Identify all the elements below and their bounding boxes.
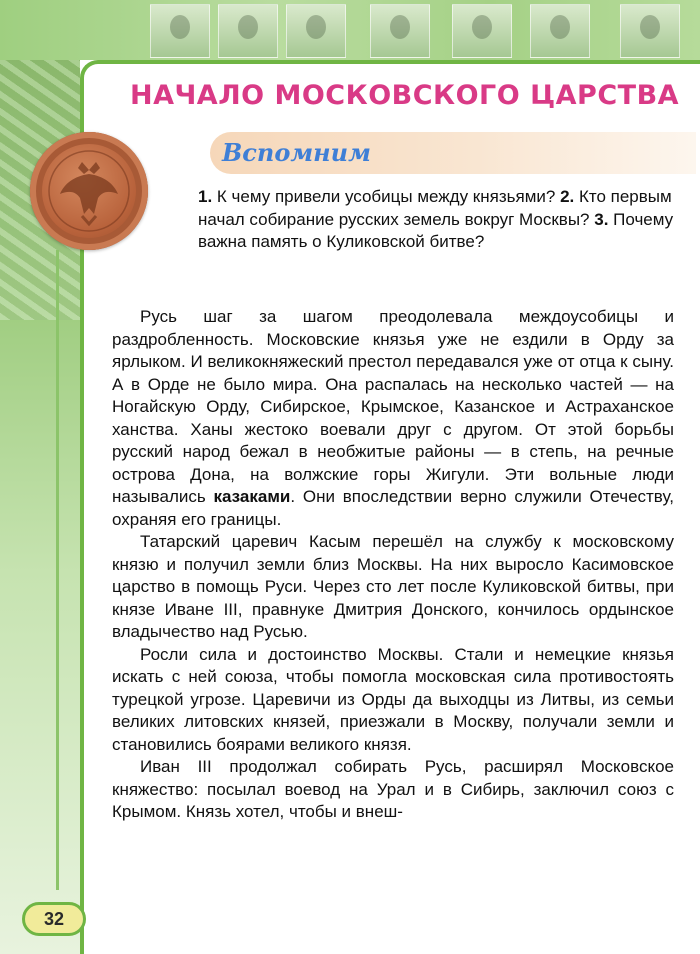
banner-portrait (286, 4, 346, 58)
paragraph: Иван III продолжал собирать Русь, расширял Московское княжество: посылал воевод на Урал и в Сибирь, заключил союз с Крымом. Князь хотел, чтобы и внеш- (112, 757, 674, 821)
paragraph: Росли сила и достоинство Москвы. Стали и немецкие князья искать с ней союза, чтобы помогла московская сила противостоять турецкой угрозе. Царевичи из Орды да выходцы из Литвы, из семьи великих литовских князей, приезжали в Москву, получали земли и становились боярами великого князя. (112, 644, 674, 754)
banner-portrait (452, 4, 512, 58)
top-portrait-banner (0, 0, 700, 60)
question-number: 3. (594, 209, 609, 229)
recall-banner (210, 132, 696, 174)
main-text (112, 306, 674, 824)
question-number: 2. (560, 187, 575, 206)
margin-guide-line (56, 250, 59, 890)
question-text: Почему важна память о Куликовской битве? (198, 209, 674, 251)
paragraph-text: Русь шаг за шагом преодолевала междоусобицы и раздробленность. Московские князья уже не ездили в Орду за ярлыком. И великокняжеский престол передавался уже от отца к сыну. А в Орде не было мира. Она распалась на несколько частей — на Ногайскую Орду, Сибирское, Крымское, Казанское и Астраханское ханства. Ханы жестоко воевали друг с другом. От этой борьбы русский народ бежал в необжитые районы — в степь, на речные острова Дона, на волжские горы Жигули. Эти вольные люди назывались (112, 307, 674, 506)
paragraph-text: . Они впоследствии верно служили Отечеству, охраняя его границы. (112, 487, 674, 529)
double-headed-eagle-icon (30, 132, 148, 250)
question-number: 1. (198, 187, 213, 206)
banner-portrait (530, 4, 590, 58)
page-number: 32 (22, 902, 86, 936)
banner-portrait (620, 4, 680, 58)
question-text: К чему привели усобицы между князьями? (212, 187, 561, 206)
key-term: казаками (213, 487, 291, 506)
question-text: Кто первым начал собирание русских земель вокруг Москвы? (198, 187, 672, 229)
banner-portrait (218, 4, 278, 58)
recall-label: Вспомним (222, 138, 371, 167)
eagle-seal-image (30, 132, 148, 250)
banner-portrait (370, 4, 430, 58)
paragraph: Татарский царевич Касым перешёл на службу к московскому князю и получил земли близ Москвы. На них выросло Касимовское царство в помощь Руси. Через сто лет после Куликовской битвы, при князе Иване III, правнуке Дмитрия Донского, кончилось ордынское владычество над Русью. (112, 532, 674, 641)
paragraph (112, 306, 674, 531)
page-title: НАЧАЛО МОСКОВСКОГО ЦАРСТВА (130, 80, 680, 111)
banner-portrait (150, 4, 210, 58)
review-questions (198, 186, 674, 254)
